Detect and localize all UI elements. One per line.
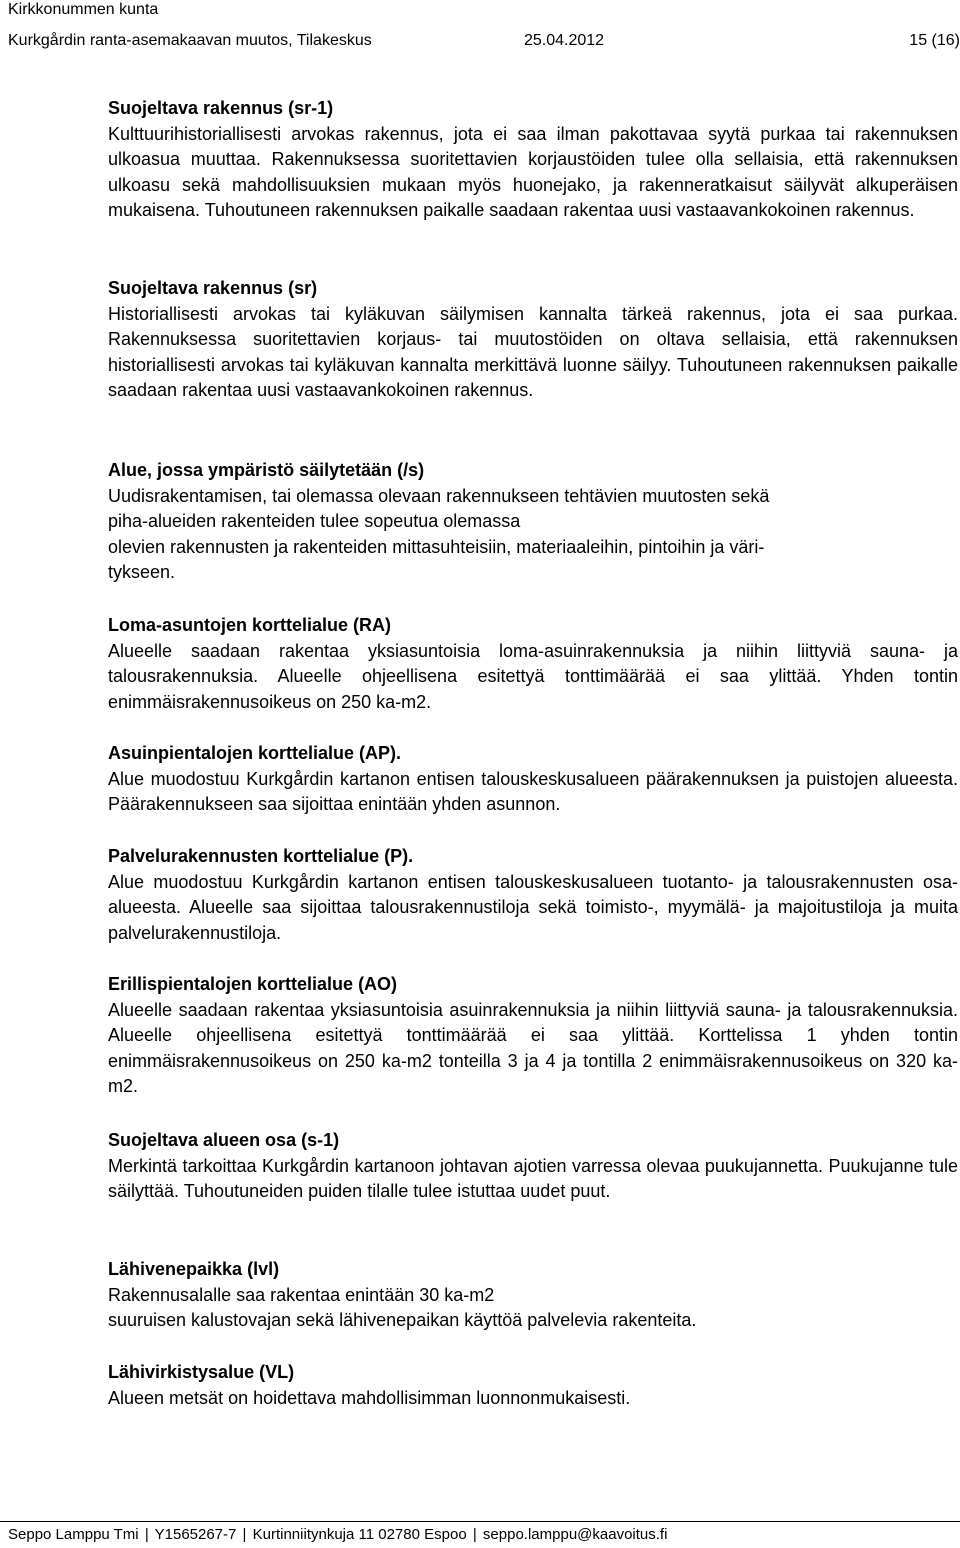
footer-separator: | bbox=[472, 1526, 477, 1543]
footer-separator: | bbox=[242, 1526, 247, 1543]
section-body: Alue muodostuu Kurkgårdin kartanon entisen talouskeskusalueen tuotanto- ja talousrakennusten osa-alueesta. Alueelle saa sijoittaa talousrakennustiloja sekä toimisto-, myymälä- ja majoitustiloja ja muita palvelurakennustiloja. bbox=[108, 871, 958, 943]
document-date: 25.04.2012 bbox=[524, 32, 605, 49]
section-sr bbox=[108, 276, 958, 404]
footer-company: Seppo Lamppu Tmi bbox=[8, 1526, 139, 1543]
footer-divider bbox=[0, 1521, 960, 1522]
section-body-line: tykseen. bbox=[108, 562, 176, 583]
footer-email-link[interactable]: seppo.lamppu@kaavoitus.fi bbox=[482, 1526, 668, 1543]
section-ao bbox=[108, 972, 958, 1100]
section-vl bbox=[108, 1360, 958, 1411]
section-heading: Palvelurakennusten korttelialue (P). bbox=[108, 846, 414, 866]
section-body-line: olevien rakennusten ja rakenteiden mittasuhteisiin, materiaaleihin, pintoihin ja väri- bbox=[108, 536, 765, 557]
section-heading: Lähivirkistysalue (VL) bbox=[108, 1362, 295, 1382]
section-heading: Alue, jossa ympäristö säilytetään (/s) bbox=[108, 460, 425, 480]
section-heading: Suojeltava rakennus (sr-1) bbox=[108, 98, 334, 118]
section-body: Kulttuurihistoriallisesti arvokas rakennus, jota ei saa ilman pakottavaa syytä purkaa tai rakennuksen ulkoasua muuttaa. Rakennuksessa suoritettavien korjaustöiden tulee olla sellaisia, että rakennuksen ulkoasu sekä mahdollisuuksien mukaan myös huonejako, ja rakenneratkaisut säilyvät alkuperäisen mukaisena. Tuhoutuneen rakennuksen paikalle saadaan rakentaa uusi vastaavankokoinen rakennus. bbox=[108, 123, 958, 221]
footer bbox=[8, 1525, 667, 1545]
section-body: Alueelle saadaan rakentaa yksiasuntoisia asuinrakennuksia ja niihin liittyviä sauna- ja talousrakennuksia. Alueelle ohjeellisena esitettyä tonttimäärää ei saa ylittää. Korttelissa 1 yhden tontin enimmäisrakennusoikeus on 250 ka-m2 tonteilla 3 ja 4 ja tontilla 2 enimmäisrakennusoikeus on 320 ka-m2. bbox=[108, 999, 958, 1097]
section-environment-preserved bbox=[108, 458, 958, 586]
section-lvl bbox=[108, 1257, 958, 1334]
footer-business-id: Y1565267-7 bbox=[154, 1526, 237, 1543]
section-body-line: Uudisrakentamisen, tai olemassa olevaan rakennukseen tehtävien muutosten sekä bbox=[108, 485, 770, 506]
section-heading: Suojeltava alueen osa (s-1) bbox=[108, 1130, 340, 1150]
section-body-line: piha-alueiden rakenteiden tulee sopeutua olemassa bbox=[108, 511, 521, 532]
document-header bbox=[8, 31, 960, 51]
section-ap bbox=[108, 741, 958, 818]
section-s-1 bbox=[108, 1128, 958, 1205]
organization-name: Kirkkonummen kunta bbox=[8, 1, 159, 18]
section-sr-1 bbox=[108, 96, 958, 224]
document-title: Kurkgårdin ranta-asemakaavan muutos, Tilakeskus bbox=[8, 32, 372, 49]
section-body: Merkintä tarkoittaa Kurkgårdin kartanoon johtavan ajotien varressa olevaa puukujannetta. Puukujanne tule säilyttää. Tuhoutuneiden puiden tilalle tulee istuttaa uudet puut. bbox=[108, 1155, 958, 1202]
section-heading: Suojeltava rakennus (sr) bbox=[108, 278, 318, 298]
section-heading: Loma-asuntojen korttelialue (RA) bbox=[108, 615, 392, 635]
section-heading: Erillispientalojen korttelialue (AO) bbox=[108, 974, 398, 994]
section-heading: Lähivenepaikka (lvl) bbox=[108, 1259, 280, 1279]
section-p bbox=[108, 844, 958, 946]
section-body: Alue muodostuu Kurkgårdin kartanon entisen talouskeskusalueen päärakennuksen ja puistojen alueesta. Päärakennukseen saa sijoittaa enintään yhden asunnon. bbox=[108, 768, 958, 815]
footer-address: Kurtinniitynkuja 11 02780 Espoo bbox=[252, 1526, 467, 1543]
section-body: Historiallisesti arvokas tai kyläkuvan säilymisen kannalta tärkeä rakennus, jota ei saa purkaa. Rakennuksessa suoritettavien korjaus- tai muutostöiden on oltava sellaisia, että rakennuksen historiallisesti arvokas tai kyläkuvan kannalta merkittävä luonne säilyy. Tuhoutuneen rakennuksen paikalle saadaan rakentaa uusi vastaavankokoinen rakennus. bbox=[108, 303, 958, 401]
section-ra bbox=[108, 613, 958, 715]
section-body-line: suuruisen kalustovajan sekä lähivenepaikan käyttöä palvelevia rakenteita. bbox=[108, 1310, 697, 1331]
section-body: Alueelle saadaan rakentaa yksiasuntoisia loma-asuinrakennuksia ja niihin liittyviä sauna- ja talousrakennuksia. Alueelle ohjeellisena esitettyä tonttimäärää ei saa ylittää. Yhden tontin enimmäisrakennusoikeus on 250 ka-m2. bbox=[108, 640, 958, 712]
footer-separator: | bbox=[144, 1526, 149, 1543]
section-heading: Asuinpientalojen korttelialue (AP). bbox=[108, 743, 402, 763]
section-body-line: Rakennusalalle saa rakentaa enintään 30 ka-m2 bbox=[108, 1284, 495, 1305]
page-number: 15 (16) bbox=[909, 32, 960, 49]
section-body: Alueen metsät on hoidettava mahdollisimman luonnonmukaisesti. bbox=[108, 1387, 631, 1408]
